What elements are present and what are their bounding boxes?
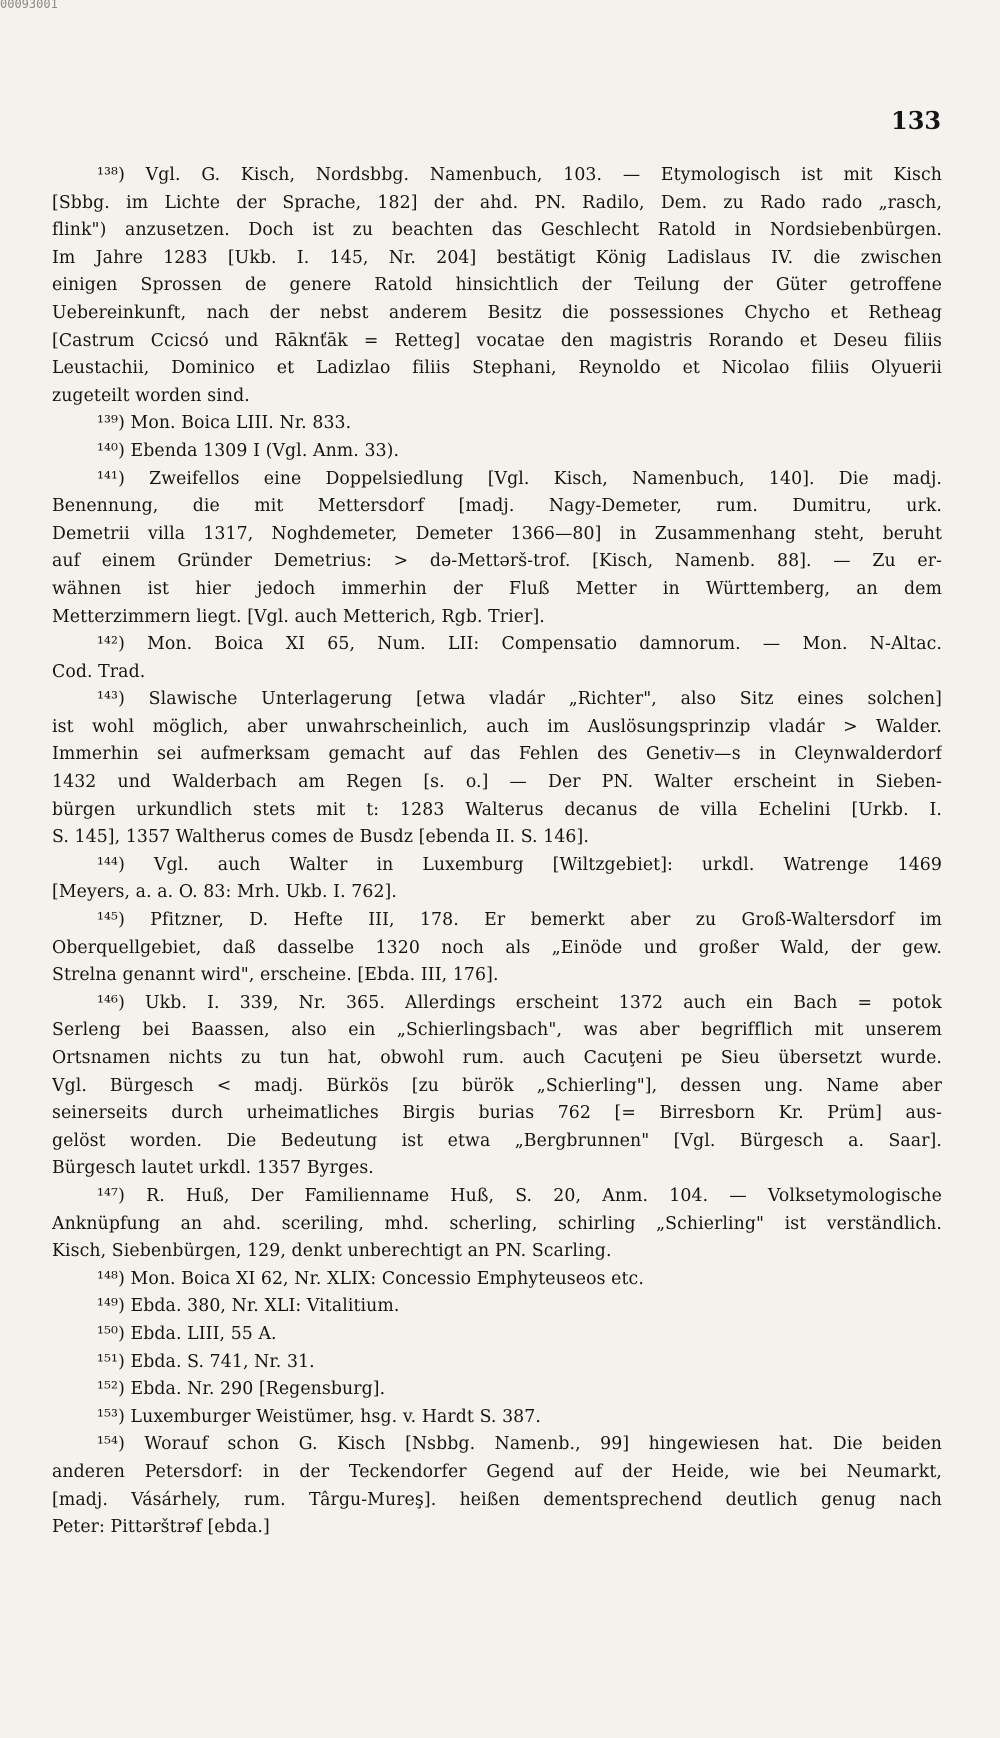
text-line: ¹³⁹) Mon. Boica LIII. Nr. 833. <box>97 413 352 434</box>
text-line: Benennung, die mit Mettersdorf [madj. Nagy-Demeter, rum. Dumitru, urk. <box>52 496 942 517</box>
text-line: ¹⁵²) Ebda. Nr. 290 [Regensburg]. <box>97 1379 386 1400</box>
text-line: S. 145], 1357 Waltherus comes de Busdz [ebenda II. S. 146]. <box>52 827 589 848</box>
text-line: ¹⁴⁹) Ebda. 380, Nr. XLI: Vitalitium. <box>97 1296 400 1317</box>
text-line: ist wohl möglich, aber unwahrscheinlich, auch im Auslösungsprinzip vladár > Walder. <box>52 716 942 737</box>
text-line: Strelna genannt wird", erscheine. [Ebda. III, 176]. <box>52 965 499 986</box>
text-line: bürgen urkundlich stets mit t: 1283 Walterus decanus de villa Echelini [Urkb. I. <box>52 799 942 820</box>
text-line: ¹⁵⁰) Ebda. LIII, 55 A. <box>97 1323 277 1344</box>
text-line: ¹⁵⁴) Worauf schon G. Kisch [Nsbbg. Namenb., 99] hingewiesen hat. Die beiden <box>97 1434 942 1455</box>
text-line: ¹⁴⁶) Ukb. I. 339, Nr. 365. Allerdings erscheint 1372 auch ein Bach = potok <box>97 992 942 1013</box>
text-line: Ortsnamen nichts zu tun hat, obwohl rum. auch Cacuţeni pe Sieu übersetzt wurde. <box>52 1048 942 1068</box>
text-line: Serleng bei Baassen, also ein „Schierlingsbach", was aber begrifflich mit unserem <box>52 1020 942 1041</box>
text-line: Vgl. Bürgesch < madj. Bürkös [zu bürök „Schierling"], dessen ung. Name aber <box>52 1075 942 1096</box>
text-line: ¹³⁸) Vgl. G. Kisch, Nordsbbg. Namenbuch, 103. — Etymologisch ist mit Kisch <box>97 165 942 185</box>
text-line: gelöst worden. Die Bedeutung ist etwa „Bergbrunnen" [Vgl. Bürgesch a. Saar]. <box>52 1130 942 1151</box>
scan-id-mark: 00093001 <box>0 0 58 9</box>
text-line: ¹⁴⁰) Ebenda 1309 I (Vgl. Anm. 33). <box>97 440 400 461</box>
text-line: Bürgesch lautet urkdl. 1357 Byrges. <box>52 1158 374 1179</box>
text-line: zugeteilt worden sind. <box>52 385 250 406</box>
text-line: flink") anzusetzen. Doch ist zu beachten das Geschlecht Ratold in Nordsiebenbürgen. <box>52 220 942 241</box>
text-line: anderen Petersdorf: in der Teckendorfer Gegend auf der Heide, wie bei Neumarkt, <box>52 1461 942 1482</box>
text-line: [Castrum Ccicsó und Rāknťāk = Retteg] vocatae den magistris Rorando et Deseu filiis <box>52 330 942 351</box>
text-line: 1432 und Walderbach am Regen [s. o.] — Der PN. Walter erscheint in Sieben- <box>52 772 942 793</box>
text-line: Kisch, Siebenbürgen, 129, denkt unberechtigt an PN. Scarling. <box>52 1241 612 1262</box>
text-line: ¹⁵¹) Ebda. S. 741, Nr. 31. <box>97 1351 315 1372</box>
text-line: [Sbbg. im Lichte der Sprache, 182] der ahd. PN. Radilo, Dem. zu Rado rado „rasch, <box>52 192 942 213</box>
footnotes-block <box>52 162 942 1542</box>
text-line: ¹⁵³) Luxemburger Weistümer, hsg. v. Hardt S. 387. <box>97 1406 541 1427</box>
text-line: ¹⁴⁸) Mon. Boica XI 62, Nr. XLIX: Concessio Emphyteuseos etc. <box>97 1268 644 1289</box>
text-line: Im Jahre 1283 [Ukb. I. 145, Nr. 204] bestätigt König Ladislaus IV. die zwischen <box>52 247 942 268</box>
text-line: Peter: Pittərštrəf [ebda.] <box>52 1517 270 1538</box>
text-line: ¹⁴¹) Zweifellos eine Doppelsiedlung [Vgl. Kisch, Namenbuch, 140]. Die madj. <box>97 468 942 489</box>
text-line: ¹⁴²) Mon. Boica XI 65, Num. LII: Compensatio damnorum. — Mon. N-Altac. <box>97 634 942 655</box>
text-line: ¹⁴³) Slawische Unterlagerung [etwa vladár „Richter", also Sitz eines solchen] <box>97 689 942 710</box>
text-line: Metterzimmern liegt. [Vgl. auch Metterich, Rgb. Trier]. <box>52 606 545 627</box>
page-number: 133 <box>891 106 942 135</box>
text-line: Cod. Trad. <box>52 661 146 682</box>
text-line: Anknüpfung an ahd. sceriling, mhd. scherling, schirling „Schierling" ist verständlich. <box>52 1213 942 1234</box>
text-line: ¹⁴⁴) Vgl. auch Walter in Luxemburg [Wiltzgebiet]: urkdl. Watrenge 1469 <box>97 854 942 875</box>
text-line: Leustachii, Dominico et Ladizlao filiis Stephani, Reynoldo et Nicolao filiis Olyuerii <box>52 358 942 379</box>
text-line: [madj. Vásárhely, rum. Târgu-Mureş]. heißen dementsprechend deutlich genug nach <box>52 1489 942 1510</box>
text-line: Oberquellgebiet, daß dasselbe 1320 noch als „Einöde und großer Wald, der gew. <box>52 937 942 958</box>
text-line: ¹⁴⁵) Pfitzner, D. Hefte III, 178. Er bemerkt aber zu Groß-Waltersdorf im <box>97 910 942 931</box>
text-line: Immerhin sei aufmerksam gemacht auf das Fehlen des Genetiv—s in Cleynwalderdorf <box>52 744 942 765</box>
text-line: ¹⁴⁷) R. Huß, Der Familienname Huß, S. 20, Anm. 104. — Volksetymologische <box>97 1185 942 1206</box>
text-line: Demetrii villa 1317, Noghdemeter, Demeter 1366—80] in Zusammenhang steht, beruht <box>52 523 942 544</box>
text-line: Uebereinkunft, nach der nebst anderem Besitz die possessiones Chycho et Retheag <box>52 302 942 323</box>
text-line: [Meyers, a. a. O. 83: Mrh. Ukb. I. 762]. <box>52 882 397 903</box>
text-line: auf einem Gründer Demetrius: > də-Mettərš-trof. [Kisch, Namenb. 88]. — Zu er- <box>52 551 942 572</box>
text-line: wähnen ist hier jedoch immerhin der Fluß Metter in Württemberg, an dem <box>52 578 942 599</box>
text-line: einigen Sprossen de genere Ratold hinsichtlich der Teilung der Güter getroffene <box>52 275 942 296</box>
text-line: seinerseits durch urheimatliches Birgis burias 762 [= Birresborn Kr. Prüm] aus- <box>52 1103 942 1124</box>
